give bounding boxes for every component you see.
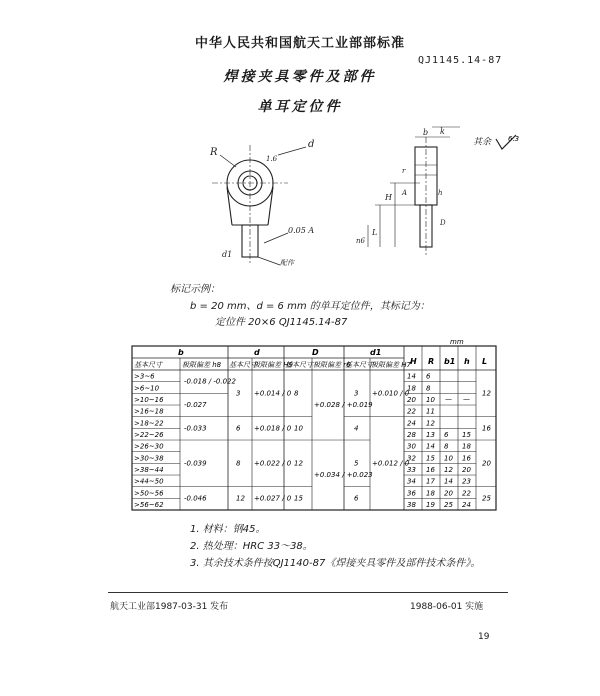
cell-L: 12 xyxy=(482,389,491,398)
cell-b-nominal: >38~44 xyxy=(134,466,164,475)
standard-code: QJ1145.14-87 xyxy=(418,55,503,66)
cell-d1-nominal: 5 xyxy=(354,459,359,468)
cell-b-deviation: -0.018 / -0.022 xyxy=(184,377,236,386)
example-label: 标记示例： xyxy=(170,284,220,295)
roughness-note xyxy=(473,133,520,151)
cell-b-nominal: >6~10 xyxy=(134,384,160,393)
cell-d1-nominal: 4 xyxy=(354,424,359,433)
roughness-value: 6.3 xyxy=(507,135,520,143)
document-main-title: 焊接夹具零件及部件 xyxy=(223,69,377,85)
label-r: r xyxy=(402,167,406,175)
cell-d1-deviation: +0.012 / 0 xyxy=(372,459,410,468)
cell-b-nominal: >22~26 xyxy=(134,431,164,440)
cell-D-nominal: 10 xyxy=(294,424,303,433)
cell-D-nominal: 12 xyxy=(294,459,303,468)
cell-H: 30 xyxy=(407,442,416,451)
cell-b1: 8 xyxy=(444,442,449,451)
note-item: 2. 热处理：HRC 33～38。 xyxy=(190,541,313,552)
example-line-2: 定位件 20×6 QJ1145.14-87 xyxy=(215,317,348,328)
cell-d-deviation: +0.027 / 0 xyxy=(254,494,292,503)
cell-L: 20 xyxy=(482,459,491,468)
label-d1: d1 xyxy=(222,250,233,259)
cell-b-nominal: >44~50 xyxy=(134,477,164,486)
cell-b-nominal: >56~62 xyxy=(134,501,164,510)
cell-D-deviation: +0.034 / +0.023 xyxy=(314,471,373,480)
cell-R: 13 xyxy=(426,431,435,440)
cell-b1: 6 xyxy=(444,431,449,440)
cell-b-nominal: >18~22 xyxy=(134,419,164,428)
cell-d-nominal: 6 xyxy=(236,424,241,433)
label-fit: 0.05 A xyxy=(288,226,315,235)
page-number: 19 xyxy=(478,632,490,642)
header-b-nominal: 基本尺寸 xyxy=(134,361,162,369)
cell-b-deviation: -0.039 xyxy=(184,459,207,468)
table-unit: mm xyxy=(450,338,464,346)
footer-divider xyxy=(108,592,508,593)
cell-H: 24 xyxy=(407,419,416,428)
cell-h: 24 xyxy=(462,501,471,510)
cell-b-nominal: >26~30 xyxy=(134,442,164,451)
group-header-D: D xyxy=(312,348,319,357)
cell-b1: 20 xyxy=(444,489,453,498)
header-R: R xyxy=(428,357,435,366)
cell-H: 34 xyxy=(407,477,416,486)
cell-H: 20 xyxy=(407,396,416,405)
label-R: R xyxy=(210,147,218,158)
standard-authority-title: 中华人民共和国航天工业部部标准 xyxy=(194,36,405,51)
cell-R: 16 xyxy=(426,466,435,475)
cell-R: 10 xyxy=(426,396,435,405)
cell-h: 20 xyxy=(462,466,471,475)
roughness-note-text: 其余 xyxy=(473,137,492,148)
header-h: h xyxy=(464,357,470,366)
cell-R: 17 xyxy=(426,477,435,486)
cell-H: 28 xyxy=(407,431,416,440)
cell-H: 14 xyxy=(407,372,416,381)
header-d1-nominal: 基本尺寸 xyxy=(345,361,373,369)
cell-H: 32 xyxy=(407,454,416,463)
cell-h: 18 xyxy=(462,442,471,451)
group-header-d: d xyxy=(254,348,260,357)
label-note: 配作 xyxy=(280,259,294,267)
cell-L: 25 xyxy=(482,494,491,503)
group-header-b: b xyxy=(178,348,184,357)
cell-D-nominal: 15 xyxy=(294,494,303,503)
cell-d-deviation: +0.014 / 0 xyxy=(254,389,292,398)
header-b1: b1 xyxy=(444,357,456,366)
cell-H: 38 xyxy=(407,501,416,510)
label-d: d xyxy=(308,139,315,150)
cell-D-nominal: 8 xyxy=(294,389,299,398)
header-H: H xyxy=(410,357,417,366)
note-item: 1. 材料：钢45。 xyxy=(190,524,266,535)
cell-h: 16 xyxy=(462,454,471,463)
header-d-deviation: 极限偏差 H9 xyxy=(253,361,293,369)
label-k: k xyxy=(440,127,445,136)
cell-b1: 25 xyxy=(444,501,453,510)
cell-d-nominal: 3 xyxy=(236,389,241,398)
cell-h: 23 xyxy=(462,477,471,486)
cell-R: 18 xyxy=(426,489,435,498)
cell-R: 8 xyxy=(426,384,431,393)
cell-b-nominal: >16~18 xyxy=(134,407,164,416)
cell-b1: 10 xyxy=(444,454,453,463)
cell-b1-dash: — xyxy=(445,395,452,404)
header-D-nominal: 基本尺寸 xyxy=(285,361,313,369)
header-b-deviation: 极限偏差 h8 xyxy=(182,361,222,369)
cell-d-deviation: +0.018 / 0 xyxy=(254,424,292,433)
cell-h: 22 xyxy=(462,489,471,498)
document-sub-title: 单耳定位件 xyxy=(257,99,343,115)
header-d1-deviation: 极限偏差 H7 xyxy=(371,361,411,369)
cell-b-deviation: -0.027 xyxy=(184,401,207,410)
cell-R: 14 xyxy=(426,442,435,451)
label-h: h xyxy=(438,189,443,197)
cell-h: 15 xyxy=(462,431,471,440)
example-line-1: b = 20 mm、d = 6 mm 的单耳定位件，其标记为： xyxy=(190,301,430,312)
technical-drawing xyxy=(180,125,470,270)
technical-notes xyxy=(190,521,480,572)
cell-d-nominal: 12 xyxy=(236,494,245,503)
label-n6: n6 xyxy=(356,237,365,245)
label-L: L xyxy=(372,228,378,237)
cell-d1-nominal: 3 xyxy=(354,389,359,398)
header-d-nominal: 基本尺寸 xyxy=(229,361,257,369)
implementation-date: 1988-06-01 实施 xyxy=(410,602,484,612)
cell-b-nominal: >30~38 xyxy=(134,454,164,463)
cell-d-nominal: 8 xyxy=(236,459,241,468)
label-D: D xyxy=(440,219,446,227)
cell-h-dash: — xyxy=(463,395,470,404)
cell-b-deviation: -0.046 xyxy=(184,494,207,503)
cell-H: 33 xyxy=(407,466,416,475)
cell-b-nominal: >3~6 xyxy=(134,372,155,381)
header-D-deviation: 极限偏差 r6 xyxy=(313,361,351,369)
cell-R: 11 xyxy=(426,407,435,416)
cell-R: 12 xyxy=(426,419,435,428)
cell-b1: 12 xyxy=(444,466,453,475)
cell-L: 16 xyxy=(482,424,491,433)
issue-date: 航天工业部1987-03-31 发布 xyxy=(110,602,229,612)
cell-R: 6 xyxy=(426,372,431,381)
cell-b1: 14 xyxy=(444,477,453,486)
cell-b-nominal: >10~16 xyxy=(134,396,164,405)
cell-d-deviation: +0.022 / 0 xyxy=(254,459,292,468)
dimension-table xyxy=(130,338,500,513)
label-sw: 1.6 xyxy=(266,155,278,163)
cell-D-deviation: +0.028 / +0.019 xyxy=(314,401,373,410)
label-b: b xyxy=(423,128,429,137)
cell-R: 15 xyxy=(426,454,435,463)
cell-b-deviation: -0.033 xyxy=(184,424,207,433)
group-header-d1: d1 xyxy=(370,348,382,357)
cell-d1-deviation: +0.010 / 0 xyxy=(372,389,410,398)
label-H: H xyxy=(385,193,392,202)
cell-H: 18 xyxy=(407,384,416,393)
cell-H: 22 xyxy=(407,407,416,416)
label-A: A xyxy=(402,189,408,197)
cell-d1-nominal: 6 xyxy=(354,494,359,503)
cell-R: 19 xyxy=(426,501,435,510)
roughness-symbol-icon xyxy=(494,133,520,151)
cell-b-nominal: >50~56 xyxy=(134,489,164,498)
header-L: L xyxy=(482,357,488,366)
note-item: 3. 其余技术条件按QJ1140-87《焊接夹具零件及部件技术条件》。 xyxy=(190,558,481,569)
cell-H: 36 xyxy=(407,489,416,498)
